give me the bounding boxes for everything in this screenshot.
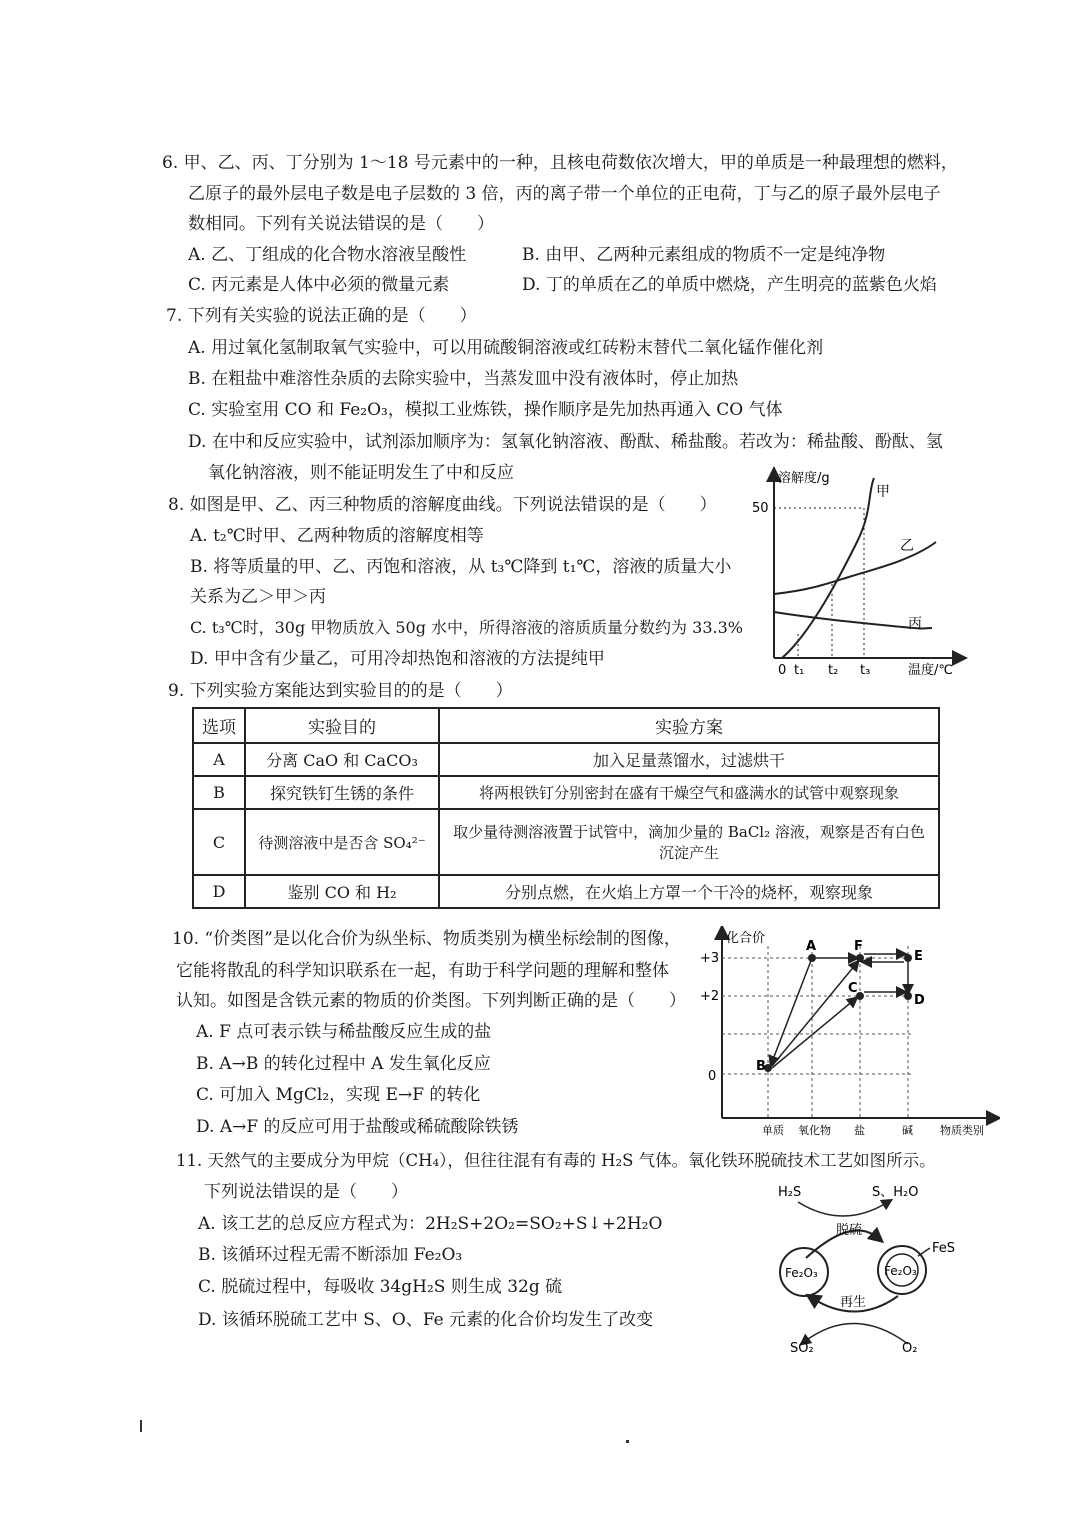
label-s-h2o: S、H₂O xyxy=(872,1185,919,1200)
point-f xyxy=(856,954,864,962)
q7-stem: 7. 下列有关实验的说法正确的是（ ） xyxy=(166,306,477,326)
point-e xyxy=(904,954,912,962)
curve-jia xyxy=(782,478,874,658)
row-b-option: B xyxy=(193,776,245,809)
x-tick-t1: t₁ xyxy=(794,663,805,678)
table-row xyxy=(193,743,939,776)
q6-option-c: C. 丙元素是人体中必须的微量元素 xyxy=(188,275,450,295)
row-c-purpose: 待测溶液中是否含 SO₄²⁻ xyxy=(245,809,439,875)
arrow-b-f xyxy=(772,964,856,1066)
label-yi: 乙 xyxy=(900,538,914,554)
q11-stem-line2: 下列说法错误的是（ ） xyxy=(204,1182,408,1202)
solubility-chart xyxy=(752,462,968,682)
row-b-plan: 将两根铁钉分别密封在盛有干燥空气和盛满水的试管中观察现象 xyxy=(439,776,939,809)
table-row xyxy=(193,776,939,809)
q10-stem-line2: 它能将散乱的科学知识联系在一起，有助于科学问题的理解和整体 xyxy=(176,961,669,981)
q7-option-d-line1: D. 在中和反应实验中，试剂添加顺序为：氢氧化钠溶液、酚酞、稀盐酸。若改为：稀盐酸、酚酞、氢 xyxy=(188,432,943,452)
label-fe2o3-right: Fe₂O₃ xyxy=(884,1264,917,1278)
q10-option-b: B. A→B 的转化过程中 A 发生氧化反应 xyxy=(196,1054,491,1074)
label-b: B xyxy=(756,1059,766,1074)
label-c: C xyxy=(848,981,858,996)
y-tick-plus2: +2 xyxy=(700,989,720,1004)
x-tick-t2: t₂ xyxy=(828,663,839,678)
q10-option-c: C. 可加入 MgCl₂，实现 E→F 的转化 xyxy=(196,1085,481,1105)
q8-option-c: C. t₃℃时，30g 甲物质放入 50g 水中，所得溶液的溶质质量分数约为 33.3% xyxy=(190,618,743,637)
header-plan: 实验方案 xyxy=(439,708,939,743)
label-fes: FeS xyxy=(932,1241,956,1256)
q11-stem-line1: 11. 天然气的主要成分为甲烷（CH₄），但往往混有有毒的 H₂S 气体。氧化铁环脱硫技术工艺如图所示。 xyxy=(176,1151,936,1170)
row-b-purpose: 探究铁钉生锈的条件 xyxy=(245,776,439,809)
x-tick-t3: t₃ xyxy=(860,663,871,678)
q11-option-d: D. 该循环脱硫工艺中 S、O、Fe 元素的化合价均发生了改变 xyxy=(198,1310,654,1330)
y-tick-0: 0 xyxy=(708,1069,717,1084)
q6-stem-line1: 6. 甲、乙、丙、丁分别为 1～18 号元素中的一种，且核电荷数依次增大，甲的单质是一种最理想的燃料， xyxy=(162,153,958,173)
q6-stem-line2: 乙原子的最外层电子数是电子层数的 3 倍，丙的离子带一个单位的正电荷，丁与乙的原子最外层电子 xyxy=(188,184,941,204)
label-jia: 甲 xyxy=(876,484,890,500)
row-a-plan: 加入足量蒸馏水，过滤烘干 xyxy=(439,743,939,776)
table-row xyxy=(193,809,939,875)
y-axis-label: 溶解度/g xyxy=(778,471,830,486)
arrow-a-b xyxy=(772,958,812,1062)
desulfurization-cycle-diagram xyxy=(768,1176,968,1356)
label-o2: O₂ xyxy=(902,1341,918,1356)
label-tuoliu: 脱硫 xyxy=(836,1223,863,1238)
q8-option-a: A. t₂℃时甲、乙两种物质的溶解度相等 xyxy=(190,526,484,546)
q7-option-a: A. 用过氧化氢制取氧气实验中，可以用硫酸铜溶液或红砖粉末替代二氧化锰作催化剂 xyxy=(188,338,824,358)
q6-stem-line3: 数相同。下列有关说法错误的是（ ） xyxy=(188,214,494,234)
q8-option-d: D. 甲中含有少量乙，可用冷却热饱和溶液的方法提纯甲 xyxy=(190,649,605,669)
table-header-row xyxy=(193,708,939,743)
row-d-plan: 分别点燃，在火焰上方罩一个干冷的烧杯，观察现象 xyxy=(439,875,939,908)
label-a: A xyxy=(806,939,817,954)
q7-option-d-line2: 氧化钠溶液，则不能证明发生了中和反应 xyxy=(208,463,514,483)
q6-option-d: D. 丁的单质在乙的单质中燃烧，产生明亮的蓝紫色火焰 xyxy=(522,275,937,295)
x-axis-label: 物质类别 xyxy=(940,1124,984,1137)
scan-speck xyxy=(140,1420,142,1432)
label-fe2o3-left: Fe₂O₃ xyxy=(785,1266,818,1280)
y-tick-50: 50 xyxy=(752,501,769,516)
label-bing: 丙 xyxy=(908,616,922,632)
q11-option-c: C. 脱硫过程中，每吸收 34gH₂S 则生成 32g 硫 xyxy=(198,1277,563,1297)
arrow-o2-to-so2 xyxy=(804,1323,908,1344)
q9-stem: 9. 下列实验方案能达到实验目的的是（ ） xyxy=(168,681,513,701)
q10-stem-line1: 10. “价类图”是以化合价为纵坐标、物质类别为横坐标绘制的图像， xyxy=(172,929,681,949)
header-option: 选项 xyxy=(193,708,245,743)
q8-stem: 8. 如图是甲、乙、丙三种物质的溶解度曲线。下列说法错误的是（ ） xyxy=(168,495,717,515)
x-cat-element: 单质 xyxy=(762,1124,784,1137)
label-d: D xyxy=(914,993,925,1008)
scan-speck xyxy=(626,1440,629,1443)
label-zaisheng: 再生 xyxy=(840,1295,867,1310)
q8-option-b-line1: B. 将等质量的甲、乙、丙饱和溶液，从 t₃℃降到 t₁℃，溶液的质量大小 xyxy=(190,557,732,577)
q11-option-b: B. 该循环过程无需不断添加 Fe₂O₃ xyxy=(198,1245,463,1265)
x-origin: 0 xyxy=(778,663,787,678)
row-c-plan: 取少量待测溶液置于试管中，滴加少量的 BaCl₂ 溶液，观察是否有白色沉淀产生 xyxy=(439,809,939,875)
grid xyxy=(722,946,912,1118)
q10-option-a: A. F 点可表示铁与稀盐酸反应生成的盐 xyxy=(196,1022,492,1042)
point-d xyxy=(904,992,912,1000)
label-so2: SO₂ xyxy=(790,1341,814,1356)
q6-option-b: B. 由甲、乙两种元素组成的物质不一定是纯净物 xyxy=(522,245,886,265)
valence-category-chart xyxy=(700,926,1000,1140)
arrow-h2s-to-products xyxy=(798,1202,888,1216)
y-tick-plus3: +3 xyxy=(700,951,720,966)
q7-option-c: C. 实验室用 CO 和 Fe₂O₃，模拟工业炼铁，操作顺序是先加热再通入 CO 气体 xyxy=(188,400,783,420)
x-cat-salt: 盐 xyxy=(854,1124,865,1137)
row-d-purpose: 鉴别 CO 和 H₂ xyxy=(245,875,439,908)
x-axis-label: 温度/℃ xyxy=(908,663,953,678)
x-cat-base: 碱 xyxy=(902,1124,913,1137)
q10-option-d: D. A→F 的反应可用于盐酸或稀硫酸除铁锈 xyxy=(196,1117,519,1137)
q9-table xyxy=(192,707,940,909)
row-c-option: C xyxy=(193,809,245,875)
header-purpose: 实验目的 xyxy=(245,708,439,743)
q8-option-b-line2: 关系为乙＞甲＞丙 xyxy=(190,587,326,607)
q6-option-a: A. 乙、丁组成的化合物水溶液呈酸性 xyxy=(188,245,467,265)
row-a-option: A xyxy=(193,743,245,776)
q10-stem-line3: 认知。如图是含铁元素的物质的价类图。下列判断正确的是（ ） xyxy=(176,991,686,1011)
table-row xyxy=(193,875,939,908)
label-f: F xyxy=(854,939,863,954)
q11-option-a: A. 该工艺的总反应方程式为：2H₂S+2O₂=SO₂+S↓+2H₂O xyxy=(198,1214,663,1234)
q7-option-b: B. 在粗盐中难溶性杂质的去除实验中，当蒸发皿中没有液体时，停止加热 xyxy=(188,369,739,389)
label-e: E xyxy=(914,949,923,964)
row-d-option: D xyxy=(193,875,245,908)
row-a-purpose: 分离 CaO 和 CaCO₃ xyxy=(245,743,439,776)
x-cat-oxide: 氧化物 xyxy=(798,1124,831,1137)
y-axis-label: 化合价 xyxy=(726,931,766,946)
label-h2s: H₂S xyxy=(778,1185,802,1200)
